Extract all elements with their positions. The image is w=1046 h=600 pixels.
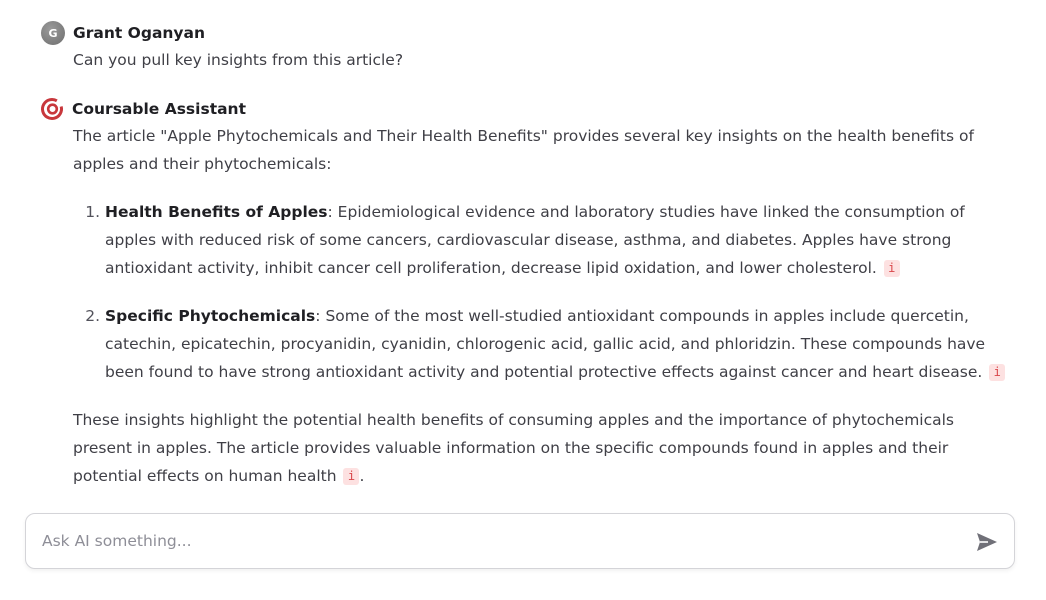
assistant-message-header: [40, 96, 1008, 122]
ask-ai-input[interactable]: [42, 514, 962, 568]
insight-title: Specific Phytochemicals: [105, 307, 316, 325]
assistant-message-body: [73, 122, 1008, 490]
user-name: Grant Oganyan: [73, 24, 206, 42]
assistant-name: Coursable Assistant: [72, 100, 247, 118]
send-icon: [976, 532, 998, 552]
insight-title: Health Benefits of Apples: [105, 203, 328, 221]
assistant-message: [40, 96, 1008, 490]
chat-thread: [40, 20, 1008, 490]
send-button[interactable]: [974, 529, 1000, 555]
coursable-logo-icon: [40, 97, 64, 121]
assistant-conclusion: [73, 406, 1008, 490]
insights-list: [73, 198, 1008, 386]
conclusion-text: These insights highlight the potential health benefits of consuming apples and the importance of phytochemicals present in apples. The article provides valuable information on the specific compounds found in apples and their potential effects on human health: [73, 411, 955, 485]
citation-icon[interactable]: i: [989, 364, 1005, 381]
insight-text: : Epidemiological evidence and laboratory studies have linked the consumption of apples with reduced risk of some cancers, cardiovascular disease, asthma, and diabetes. Apples have strong antioxidant activity, inhibit cancer cell proliferation, decrease lipid oxidation, and lower cholesterol.: [105, 203, 965, 277]
user-message-header: [40, 20, 1008, 46]
assistant-intro: The article "Apple Phytochemicals and Their Health Benefits" provides several key insights on the health benefits of apples and their phytochemicals:: [73, 127, 974, 173]
list-item: [105, 198, 1008, 282]
insight-text: : Some of the most well-studied antioxidant compounds in apples include quercetin, catechin, epicatechin, procyanidin, cyanidin, chlorogenic acid, gallic acid, and phloridzin. These compounds have been found to have strong antioxidant activity and potential protective effects against cancer and heart disease.: [105, 307, 986, 381]
list-item: [105, 302, 1008, 386]
user-avatar: G: [41, 21, 65, 45]
user-message-text: Can you pull key insights from this article?: [73, 51, 404, 69]
citation-icon[interactable]: i: [884, 260, 900, 277]
conclusion-end: .: [359, 467, 365, 485]
chat-composer: [25, 513, 1015, 569]
citation-icon[interactable]: i: [343, 468, 359, 485]
user-message: [40, 20, 1008, 74]
